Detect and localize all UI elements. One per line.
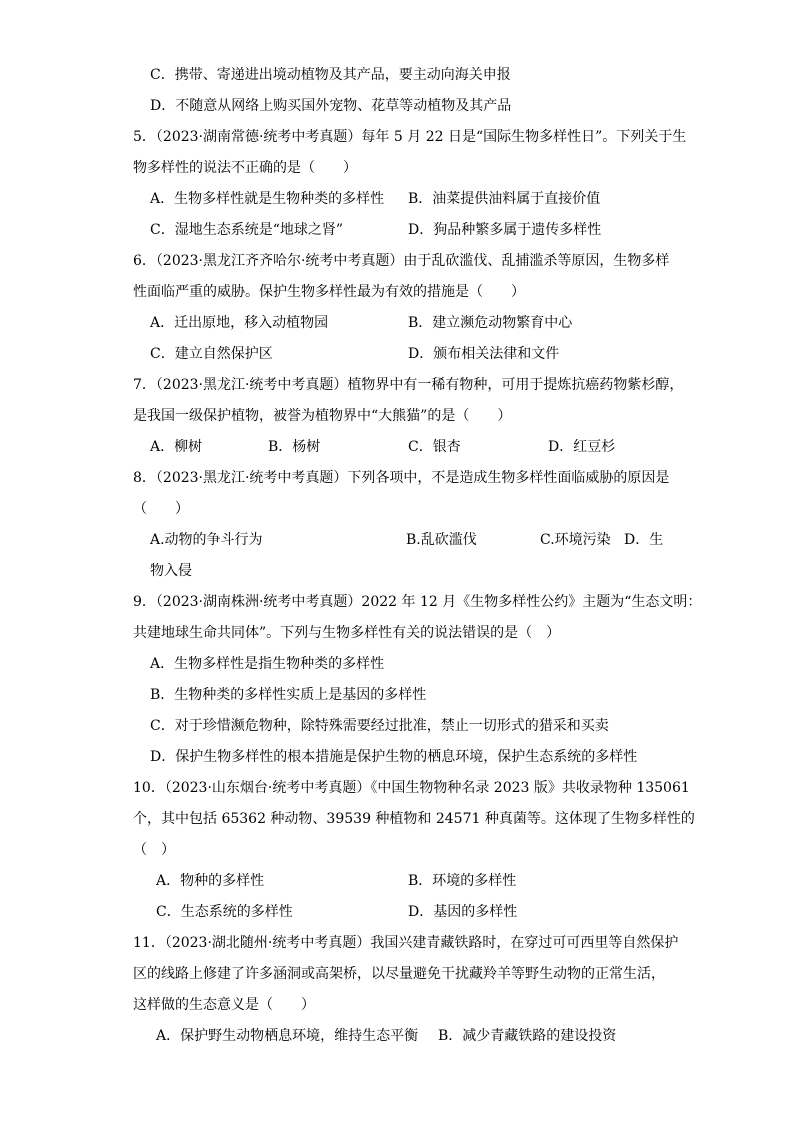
q10-option-a: A．物种的多样性 (156, 873, 265, 889)
q11-option-a: A．保护野生动物栖息环境，维持生态平衡 (156, 1028, 419, 1044)
q4-option-c: C．携带、寄递进出境动植物及其产品，要主动向海关申报 (150, 67, 511, 83)
q8-option-a: A.动物的争斗行为 (150, 532, 263, 548)
q9-option-d: D．保护生物多样性的根本措施是保护生物的栖息环境，保护生态系统的多样性 (150, 749, 638, 765)
q11-stem-line-1: 11．（2023·湖北随州·统考中考真题）我国兴建青藏铁路时，在穿过可可西里等自然保护 (133, 935, 679, 951)
q10-option-d: D．基因的多样性 (408, 904, 518, 920)
q6-option-c: C．建立自然保护区 (150, 346, 273, 362)
q8-stem-line-1: 8．（2023·黑龙江·统考中考真题）下列各项中，不是造成生物多样性面临威胁的原因是 (133, 470, 670, 486)
q7-stem-line-2: 是我国一级保护植物，被誉为植物界中“大熊猫”的是（ ） (133, 408, 512, 424)
q8-stem-line-2: （ ） (133, 501, 189, 517)
q6-stem-line-2: 性面临严重的威胁。保护生物多样性最为有效的措施是（ ） (133, 284, 525, 300)
q10-stem-line-1: 10．（2023·山东烟台·统考中考真题）《中国生物物种名录 2023 版》共收录物种 135061 (133, 780, 690, 796)
q9-stem-line-2: 共建地球生命共同体”。下列与生物多样性有关的说法错误的是（ ） (133, 625, 561, 641)
q9-option-c: C．对于珍惜濒危物种，除特殊需要经过批准，禁止一切形式的猎采和买卖 (150, 718, 609, 734)
q5-option-d: D．狗品种繁多属于遗传多样性 (408, 222, 602, 238)
q10-stem-line-2: 个，其中包括 65362 种动物、39539 种植物和 24571 种真菌等。这体现了生物多样性的 (133, 811, 695, 827)
q8-option-d-part-2: 物入侵 (150, 563, 192, 579)
q6-option-a: A．迁出原地，移入动植物园 (150, 315, 329, 331)
q9-option-b: B．生物种类的多样性实质上是基因的多样性 (150, 687, 427, 703)
q7-option-b: B．杨树 (268, 439, 321, 455)
q6-stem-line-1: 6．（2023·黑龙江齐齐哈尔·统考中考真题）由于乱砍滥伐、乱捕滥杀等原因，生物多样 (133, 253, 670, 269)
q11-stem-line-2: 区的线路上修建了许多涵洞或高架桥，以尽量避免干扰藏羚羊等野生动物的正常生活， (133, 966, 665, 982)
q9-stem-line-1: 9．（2023·湖南株洲·统考中考真题）2022 年 12 月《生物多样性公约》主题为“生态文明： (133, 594, 702, 610)
q5-option-a: A．生物多样性就是生物种类的多样性 (150, 191, 385, 207)
q10-option-b: B．环境的多样性 (408, 873, 517, 889)
q6-option-d: D．颁布相关法律和文件 (408, 346, 560, 362)
q8-option-b: B.乱砍滥伐 (406, 532, 477, 548)
q11-stem-line-3: 这样做的生态意义是（ ） (133, 997, 315, 1013)
q5-stem-line-1: 5．（2023·湖南常德·统考中考真题）每年 5 月 22 日是“国际生物多样性日”。下列关于生 (133, 129, 687, 145)
q7-option-a: A．柳树 (150, 439, 203, 455)
q11-option-b: B．减少青藏铁路的建设投资 (438, 1028, 617, 1044)
q6-option-b: B．建立濒危动物繁育中心 (408, 315, 573, 331)
q5-option-c: C．湿地生态系统是“地球之肾” (150, 222, 344, 238)
q7-option-d: D．红豆杉 (548, 439, 616, 455)
q10-stem-line-3: （ ） (133, 842, 175, 858)
q5-option-b: B．油菜提供油料属于直接价值 (408, 191, 601, 207)
q8-option-d-part-1: D．生 (624, 532, 664, 548)
q10-option-c: C．生态系统的多样性 (156, 904, 293, 920)
q4-option-d: D．不随意从网络上购买国外宠物、花草等动植物及其产品 (150, 98, 512, 114)
q7-stem-line-1: 7．（2023·黑龙江·统考中考真题）植物界中有一稀有物种，可用于提炼抗癌药物紫杉醇， (133, 377, 684, 393)
q5-stem-line-2: 物多样性的说法不正确的是（ ） (133, 160, 357, 176)
q9-option-a: A．生物多样性是指生物种类的多样性 (150, 656, 385, 672)
q8-option-c: C.环境污染 (540, 532, 611, 548)
q7-option-c: C．银杏 (408, 439, 461, 455)
